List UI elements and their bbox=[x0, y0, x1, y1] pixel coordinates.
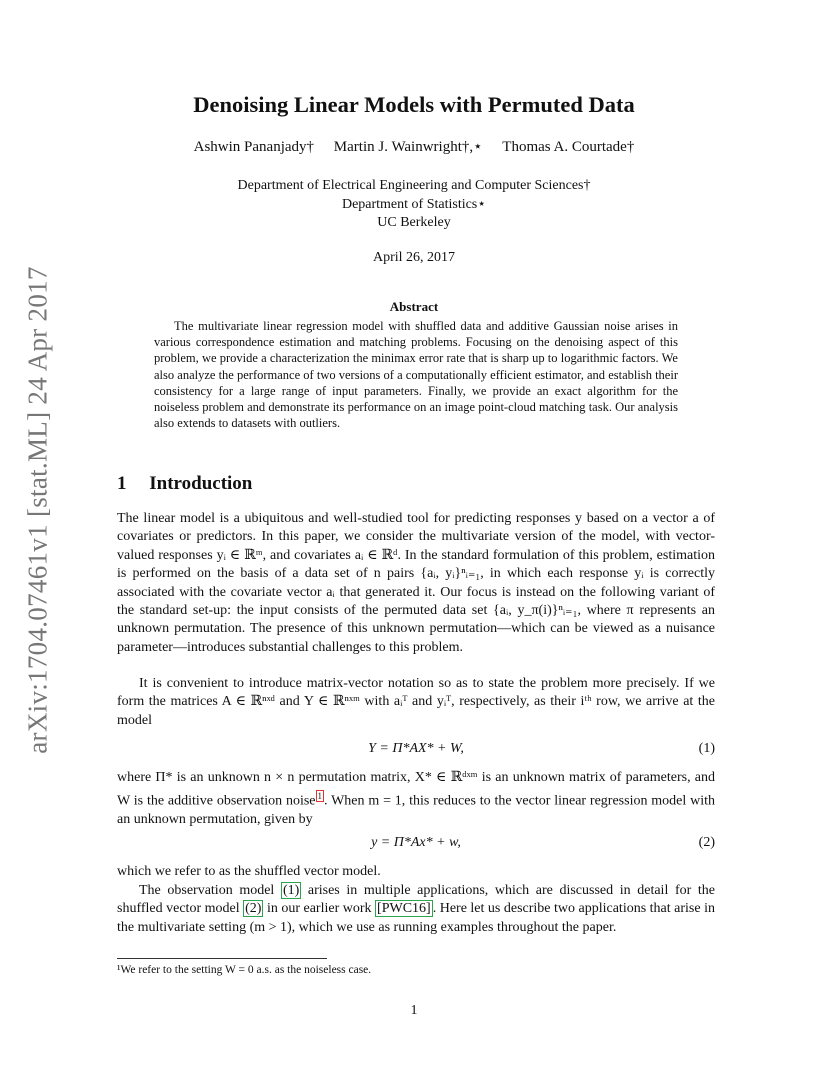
paragraph-1: The linear model is a ubiquitous and well-studied tool for predicting responses y based on a vector a of covariates or predictors. In this paper, we consider the multivariate version of the model, with vector-valued responses yᵢ ∈ ℝᵐ, and covariates aᵢ ∈ ℝᵈ. In the standard formulation of this problem, estimation is performed on the basis of a data set of n pairs {aᵢ, yᵢ}ⁿᵢ₌₁, in which each response yᵢ is correctly associated with the covariate vector aᵢ that generated it. Our focus is instead on the following variant of the standard set-up: the input consists of the permuted data set {aᵢ, y_π(i)}ⁿᵢ₌₁, where π represents an unknown permutation. The presence of this unknown permutation—which can be viewed as a nuisance parameter—introduces substantial challenges to this problem. bbox=[117, 511, 715, 655]
author-list bbox=[0, 137, 828, 156]
affiliation-1: Department of Electrical Engineering and Computer Sciences† bbox=[237, 178, 591, 193]
paragraph-5-text-d: . Here let us describe two applications that arise in the multivariate setting (m > 1), which we use as running examples throughout the paper. bbox=[117, 901, 715, 935]
paragraph-3 bbox=[117, 769, 715, 830]
affiliation-3: UC Berkeley bbox=[377, 215, 451, 230]
section-number: 1 bbox=[117, 473, 127, 494]
section-title: Introduction bbox=[149, 473, 253, 494]
author-2: Martin J. Wainwright†,⋆ bbox=[333, 139, 483, 155]
paragraph-5-text-a: The observation model bbox=[139, 883, 281, 898]
footnote-divider bbox=[117, 958, 327, 959]
abstract-heading: Abstract bbox=[389, 299, 439, 314]
affiliation-2: Department of Statistics⋆ bbox=[341, 196, 487, 212]
equation-1-expression: Y = Π*AX* + W, bbox=[368, 741, 464, 756]
arxiv-identifier[interactable]: arXiv:1704.07461v1 [stat.ML] 24 Apr 2017 bbox=[22, 266, 53, 754]
paragraph-5 bbox=[117, 882, 715, 937]
author-1: Ashwin Pananjady† bbox=[193, 139, 315, 155]
equation-ref-1-link[interactable]: (1) bbox=[282, 883, 300, 898]
section-heading bbox=[117, 473, 252, 495]
equation-2-expression: y = Π*Ax* + w, bbox=[371, 835, 461, 850]
footnote-text: ¹We refer to the setting W = 0 a.s. as the noiseless case. bbox=[117, 964, 372, 976]
paragraph-3-text-a: where Π* is an unknown n × n permutation matrix, X* ∈ ℝᵈˣᵐ is an unknown matrix of parameters, and W is the additive observation noise bbox=[117, 770, 715, 810]
author-3: Thomas A. Courtade† bbox=[502, 139, 635, 155]
paragraph-5-text-c: in our earlier work bbox=[263, 901, 376, 917]
equation-ref-2-link[interactable]: (2) bbox=[245, 901, 262, 917]
affiliations bbox=[0, 177, 828, 233]
paragraph-2: It is convenient to introduce matrix-vector notation so as to state the problem more precisely. If we form the matrices A ∈ ℝⁿˣᵈ and Y ∈ ℝⁿˣᵐ with aᵢᵀ and yᵢᵀ, respectively, as their iᵗʰ row, we arrive at the model bbox=[117, 676, 715, 728]
paragraph-3-text-b: . When m = 1, this reduces to the vector linear regression model with an unknown permutation, given by bbox=[117, 794, 715, 828]
paper-title: Denoising Linear Models with Permuted Data bbox=[193, 92, 635, 117]
equation-2-tag: (2) bbox=[698, 835, 715, 850]
paper-date: April 26, 2017 bbox=[372, 250, 456, 265]
paragraph-5-text-b: arises in multiple applications, which are discussed in detail for the shuffled vector model bbox=[117, 883, 715, 917]
citation-link[interactable]: [PWC16] bbox=[377, 901, 431, 917]
abstract-text: The multivariate linear regression model with shuffled data and additive Gaussian noise arises in various correspondence estimation and matching problems. Focusing on the denoising aspect of this problem, we provide a characterization the minimax error rate that is sharp up to logarithmic factors. We also analyze the performance of two versions of a computationally efficient estimator, and establish their consistency for a large range of input parameters. Finally, we provide an exact algorithm for the noiseless problem and demonstrate its performance on an image point-cloud matching task. Our analysis also extends to datasets with outliers. bbox=[154, 319, 678, 431]
footnote-link[interactable]: 1 bbox=[317, 791, 323, 802]
paragraph-4: which we refer to as the shuffled vector model. bbox=[117, 864, 381, 879]
page-number: 1 bbox=[410, 1003, 418, 1018]
equation-1-tag: (1) bbox=[698, 741, 715, 756]
